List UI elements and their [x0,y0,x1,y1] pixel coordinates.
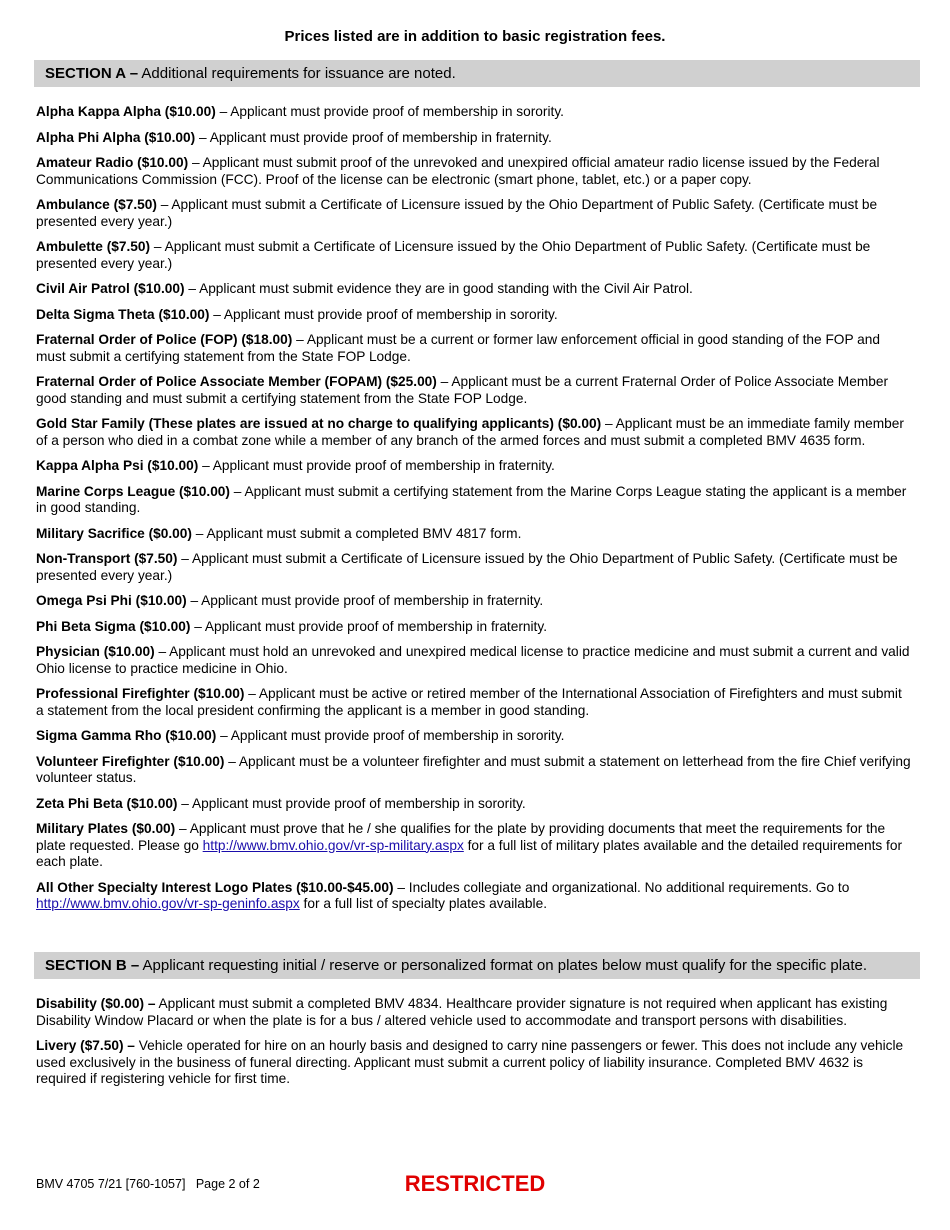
entry-separator: – [191,525,207,541]
list-item [36,644,912,677]
entry-text: Applicant must submit a certifying statement from the Marine Corps League stating the applicant is a member in good standing. [36,483,907,515]
list-item [36,796,912,813]
list-item [36,239,912,272]
entry-separator: – [601,416,616,431]
list-item [36,996,912,1029]
list-item [36,458,912,475]
section-b-header [34,952,920,979]
specialty-plates-link[interactable]: http://www.bmv.ohio.gov/vr-sp-geninfo.aspx [36,896,300,911]
entry-separator: – [150,239,165,254]
entry-separator: – [229,483,245,499]
entry-name: Professional Firefighter ($10.00) [36,686,245,701]
entry-name: Omega Psi Phi ($10.00) [36,593,187,608]
entry-separator: – [195,129,210,145]
entry-text: Applicant must be a volunteer firefighter and must submit a statement on letterhead from the fire Chief verifying volunteer status. [36,753,911,785]
section-b-description: Applicant requesting initial / reserve or personalized format on plates below must qualify for the specific plate. [139,957,868,974]
list-item-military-plates [36,821,912,871]
entry-separator: – [175,821,190,836]
section-b-label: SECTION B – [45,957,140,974]
entry-separator: – [436,374,452,389]
entry-text: Applicant must provide proof of membership in sorority. [230,104,564,119]
entry-separator: – [156,197,172,212]
list-item [36,728,912,745]
entry-text: Applicant must submit a Certificate of Licensure issued by the Ohio Department of Public Safety. (Certificate must be presented every year.) [36,551,898,583]
entry-text-after: for a full list of specialty plates available. [299,896,547,911]
entry-separator: – [190,618,205,634]
entry-text: Applicant must submit evidence they are in good standing with the Civil Air Patrol. [199,281,693,296]
entry-name: Military Plates ($0.00) [36,821,176,836]
entry-separator: – [188,155,203,170]
entry-name: All Other Specialty Interest Logo Plates ($10.00-$45.00) [36,879,394,895]
entry-name: Volunteer Firefighter ($10.00) [36,753,225,769]
list-item [36,593,912,610]
entry-separator: – [244,686,259,701]
section-a-label: SECTION A – [45,65,139,82]
entry-text: Applicant must provide proof of membership in sorority. [223,306,558,322]
list-item [36,484,912,517]
entry-name: Fraternal Order of Police Associate Member (FOPAM) ($25.00) [36,374,437,389]
entry-text: Applicant must provide proof of membership in fraternity. [201,593,544,608]
entry-text-after: for a full list of military plates available and the detailed requirements for each plate. [36,837,903,869]
entry-separator: – [393,879,409,895]
entry-name: Zeta Phi Beta ($10.00) [36,795,178,811]
entry-text: Applicant must be an immediate family member of a person who died in a combat zone while a member of any branch of the armed forces and must submit a completed BMV 4635 form. [36,416,904,448]
entry-name: Marine Corps League ($10.00) [36,483,230,499]
form-id: BMV 4705 7/21 [760-1057] [36,1177,186,1191]
entry-separator: – [184,281,200,296]
entry-name: Disability ($0.00) – [36,996,156,1011]
restricted-stamp: RESTRICTED [404,1171,546,1196]
entry-name: Military Sacrifice ($0.00) [36,525,192,541]
entry-name: Civil Air Patrol ($10.00) [36,281,185,296]
list-item [36,307,912,324]
entry-name: Ambulette ($7.50) [36,239,151,254]
page-number: Page 2 of 2 [195,1177,260,1191]
entry-name: Phi Beta Sigma ($10.00) [36,618,191,634]
entry-text: Applicant must submit a completed BMV 4834. Healthcare provider signature is not required when applicant has existing Disability Window Placard or when the plate is for a bus / altered vehicle used to accommodate and transport persons with disabilities. [36,996,888,1028]
entry-text: Applicant must provide proof of membership in fraternity. [209,129,552,145]
entry-text: Applicant must submit proof of the unrevoked and unexpired official amateur radio license issued by the Federal Communications Commission (FCC). Proof of the license can be electronic (smart phone, tablet, etc.) or a paper copy. [36,155,880,187]
list-item [36,155,912,188]
list-item [36,526,912,543]
entry-name: Physician ($10.00) [36,644,155,659]
entry-text: Applicant must provide proof of membership in sorority. [230,728,565,743]
section-b-list [36,996,912,1097]
entry-name: Gold Star Family (These plates are issued at no charge to qualifying applicants) ($0.00) [36,416,602,431]
section-a-list [36,104,912,922]
entry-name: Kappa Alpha Psi ($10.00) [36,458,199,473]
entry-separator: – [154,644,170,659]
entry-separator: – [177,795,192,811]
list-item [36,104,912,121]
list-item [36,686,912,719]
entry-separator: – [292,332,307,347]
list-item [36,754,912,787]
entry-text: Applicant must provide proof of membership in fraternity. [204,618,547,634]
entry-text: Applicant must submit a completed BMV 4817 form. [206,525,522,541]
entry-text: Applicant must submit a Certificate of Licensure issued by the Ohio Department of Public Safety. (Certificate must be presented every year.) [36,197,878,229]
entry-text: Applicant must provide proof of membership in sorority. [191,795,526,811]
list-item [36,281,912,298]
entry-name: Non-Transport ($7.50) [36,551,178,566]
entry-name: Delta Sigma Theta ($10.00) [36,306,210,322]
entry-name: Alpha Phi Alpha ($10.00) [36,129,196,145]
entry-name: Alpha Kappa Alpha ($10.00) [36,104,216,119]
entry-name: Livery ($7.50) – [36,1038,135,1053]
entry-text: Applicant must be a current Fraternal Order of Police Associate Member good standing and must submit a certifying statement from the State FOP Lodge. [36,374,888,406]
entry-name: Sigma Gamma Rho ($10.00) [36,728,217,743]
military-plates-link[interactable]: http://www.bmv.ohio.gov/vr-sp-military.aspx [202,837,464,853]
entry-text: Applicant must submit a Certificate of Licensure issued by the Ohio Department of Public Safety. (Certificate must be presented every year.) [36,239,871,271]
list-item [36,1038,912,1088]
section-a-description: Additional requirements for issuance are noted. [138,65,456,82]
page-title: Prices listed are in addition to basic registration fees. [284,28,666,45]
list-item [36,619,912,636]
entry-text: Applicant must be active or retired member of the International Association of Firefighters and must submit a statement from the local president confirming the applicant is a member in good standing. [36,686,902,718]
entry-separator: – [224,753,239,769]
entry-text: Applicant must prove that he / she qualifies for the plate by providing documents that meet the requirements for the plate requested. Please go [36,821,886,853]
entry-text: Applicant must be a current or former law enforcement official in good standing of the FOP and must submit a certifying statement from the State FOP Lodge. [36,332,880,364]
list-item [36,130,912,147]
list-item [36,551,912,584]
entry-separator: – [198,458,213,473]
entry-text: Includes collegiate and organizational. No additional requirements. Go to [408,879,850,895]
entry-text: Applicant must hold an unrevoked and unexpired medical license to practice medicine and must submit a current and valid Ohio license to practice medicine in Ohio. [36,644,910,676]
list-item [36,416,912,449]
section-a-header [34,60,920,87]
entry-name: Ambulance ($7.50) [36,197,157,212]
list-item [36,197,912,230]
entry-separator: – [216,728,231,743]
entry-text: Vehicle operated for hire on an hourly basis and designed to carry nine passengers or fewer. This does not include any vehicle used exclusively in the business of funeral directing. Applicant must submit a current policy of liability insurance. Completed BMV 4632 is required if registering vehicle for first time. [36,1038,904,1086]
list-item-other-specialty [36,880,912,913]
entry-separator: – [215,104,231,119]
entry-name: Amateur Radio ($10.00) [36,155,189,170]
list-item [36,374,912,407]
list-item [36,332,912,365]
entry-separator: – [177,551,192,566]
entry-separator: – [209,306,224,322]
entry-separator: – [186,593,202,608]
entry-text: Applicant must provide proof of membership in fraternity. [212,458,555,473]
entry-name: Fraternal Order of Police (FOP) ($18.00) [36,332,293,347]
